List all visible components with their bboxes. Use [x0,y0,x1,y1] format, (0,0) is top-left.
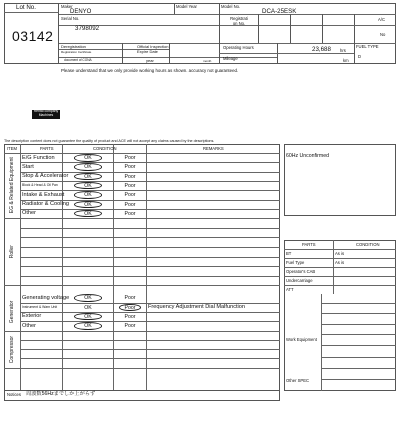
reg-cert-label: Registration Certificate [61,50,92,54]
divider [4,368,280,369]
condition-poor[interactable]: Poor [124,182,136,189]
condition-ok[interactable]: OK [84,210,92,217]
divider [174,3,175,14]
col-remarks-header: REMARKS [203,146,224,151]
side-remark: 60Hz Unconfirmed [286,153,329,159]
condition-poor[interactable]: Poor [124,304,136,311]
divider [321,294,322,391]
table-row-part: Instrument & Warn Unit [22,305,58,310]
fuel-label: FUEL TYPE [356,44,379,49]
divider [284,258,396,259]
divider [20,181,280,182]
table-row-part: Intake & Exhaust [22,191,65,198]
divider [321,368,396,369]
condition-ok[interactable]: OK [84,323,92,330]
condition-poor[interactable]: Poor [124,155,136,161]
hrs-label: hrs [340,48,346,53]
condition-ok[interactable]: OK [84,173,92,180]
rental-company-badge [32,110,60,119]
divider [122,43,123,64]
selected-condition-mark [74,294,102,302]
divider [321,324,396,325]
divider [321,357,396,358]
selected-condition-mark [74,201,102,209]
deregistration-label: Deregistration [61,44,86,49]
divider [20,358,280,359]
table-row-part: Other [22,322,36,329]
table-row-part: Block & Head & Oil Pan [22,183,58,188]
side-row-part: Operator's CAB [286,269,316,274]
divider [321,379,396,380]
month-label: month [203,59,212,63]
lot-number: 03142 [12,28,54,44]
divider [321,345,396,346]
divider [284,285,396,286]
divider [59,14,396,15]
header-block [4,3,396,64]
condition-ok[interactable]: OK [84,155,92,161]
selected-condition-mark [74,173,102,181]
divider [20,266,280,267]
divider [354,14,355,64]
condition-ok[interactable]: OK [84,164,92,171]
side-row-part: BT [286,251,292,256]
operating-label: Operating Hours [223,45,254,50]
serial-label: Serial No. [61,16,80,21]
divider [258,14,259,43]
lot-label: Lot No. [16,4,36,11]
condition-ok[interactable]: OK [84,313,92,320]
selected-condition-mark [74,191,102,199]
divider [219,3,220,14]
ac-value: No [380,32,386,37]
selected-condition-mark [74,163,102,171]
divider [4,331,280,332]
condition-poor[interactable]: Poor [124,192,136,199]
section-label: Generator [9,300,15,324]
doc-label: document of CONA [64,58,92,62]
divider [20,257,280,258]
divider [290,14,291,43]
year-label: year [146,58,154,63]
km-label: km [343,58,349,63]
side-row-part: ATT [286,287,294,292]
other-spec-label: Other SPEC [286,378,310,383]
condition-poor[interactable]: Poor [124,323,136,330]
col-parts-header: PARTS [40,146,54,151]
model-no-label: Model No. [221,4,241,9]
condition-ok[interactable]: OK [84,182,92,189]
condition-poor[interactable]: Poor [124,295,136,302]
table-row-part: Start [22,163,34,170]
notices-value: 周波数56Hzまでしか上がらず [26,391,96,397]
divider [284,276,396,277]
side-row-condition: As is [335,260,345,265]
table-row-part: Exterior [22,313,42,320]
divider [219,14,220,43]
divider [321,303,396,304]
side-col-parts: PARTS [302,242,316,247]
condition-ok[interactable]: OK [84,201,92,208]
divider [20,209,280,210]
section-label: Compressor [9,335,15,363]
col-condition-header: CONDITION [93,146,117,151]
condition-poor[interactable]: Poor [124,164,136,171]
section-label: Roller [9,245,15,259]
divider [20,162,280,163]
side-row-part: Undercarriage [286,278,313,283]
maker-label: Maker [61,4,73,9]
mileage-label: Mileage [223,56,238,61]
registration-label: Registrati on No. [230,16,248,26]
divider [169,43,170,64]
notices-label: Notices [7,392,21,397]
side-row-part: Fuel Type [286,260,305,265]
side-col-condition: CONDITION [356,242,380,247]
table-row-part: Stop & Accelerator [22,173,69,180]
condition-poor[interactable]: Poor [124,210,136,217]
divider [4,12,59,13]
divider [20,276,280,277]
selected-condition-mark [74,322,102,330]
expire-label: Expire Date [137,49,158,54]
section-label: EG & Related Equipment [9,157,15,214]
official-label: Official Inspection [137,44,169,49]
quality-notice: The description content does not guarantee the quality of product and ACE will not accept any claims caused by the descriptions. [4,139,215,143]
divider [20,312,280,313]
maker-value: DENYO [70,9,92,15]
divider [354,25,396,26]
work-equipment-label: Work Equipment [286,337,317,342]
divider [59,43,396,44]
condition-ok[interactable]: OK [84,192,92,199]
condition-poor[interactable]: Poor [124,313,136,320]
divider [219,53,354,54]
table-row-part: Generating voltage [22,294,70,301]
disclaimer-text: Please understand that we only provide working hours as shown. accuracy not guaranteed. [61,68,239,73]
divider [20,228,280,229]
fuel-value: D [358,54,362,59]
condition-poor[interactable]: Poor [124,201,136,208]
operating-value: 23,688 [312,46,331,53]
divider [322,14,323,43]
col-item-header: ITEM [7,146,18,151]
badge-line1: Rental company [33,109,59,113]
serial-value: 3798092 [75,25,100,32]
divider [4,218,280,219]
divider [284,249,396,250]
condition-ok[interactable]: OK [84,304,92,311]
divider [321,313,396,314]
ac-label: A/C [378,17,385,22]
selected-condition-mark [119,304,141,312]
table-row-part: Radiator & Cooling [22,201,69,207]
condition-ok[interactable]: OK [84,295,92,302]
table-row-remark: Frequency Adjustment Dial Malfunction [148,304,246,311]
model-no-value: DCA-25ESK [262,8,297,15]
divider [20,349,280,350]
selected-condition-mark [74,154,102,162]
divider [4,285,280,286]
divider [284,267,396,268]
divider [20,237,280,238]
divider [20,247,280,248]
divider [321,334,396,335]
condition-poor[interactable]: Poor [124,173,136,180]
side-row-condition: As is [335,251,345,256]
table-row-part: E/G Function [22,154,55,161]
divider [20,321,280,322]
badge-line2: Machines [38,112,54,117]
divider [20,340,280,341]
table-row-part: Other [22,210,36,217]
model-year-label: Model Year [176,4,197,9]
